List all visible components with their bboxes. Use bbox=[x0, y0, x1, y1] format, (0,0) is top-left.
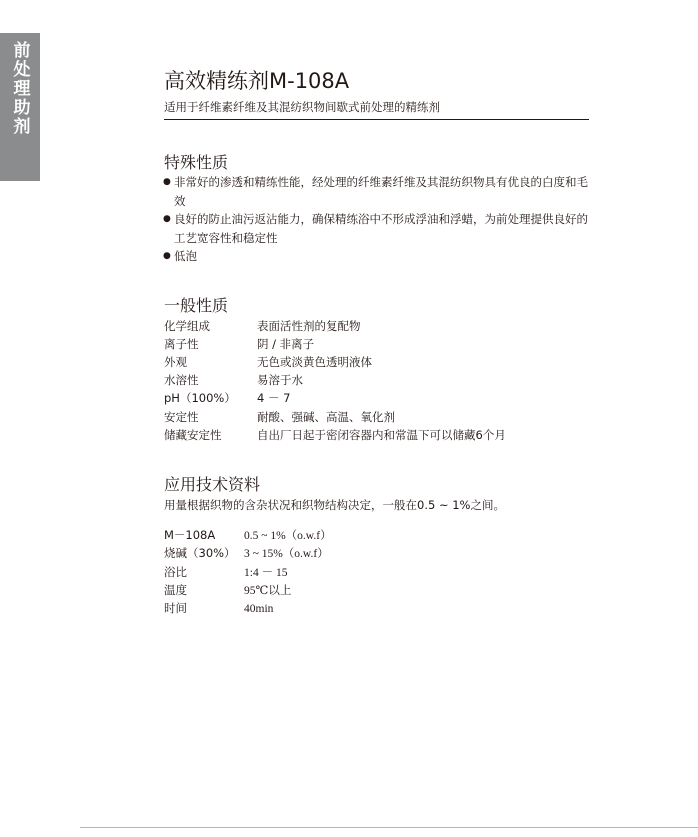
property-key: 外观 bbox=[164, 355, 187, 369]
recipe-row bbox=[164, 600, 273, 616]
list-item: ● 良好的防止油污返沾能力，确保精练浴中不形成浮油和浮蜡，为前处理提供良好的工艺宽容性和稳定性 bbox=[164, 210, 594, 247]
list-item: ● 低泡 bbox=[164, 247, 594, 266]
page-title: 高效精练剂M-108A bbox=[164, 69, 350, 93]
page-subtitle: 适用于纤维素纤维及其混纺织物间歇式前处理的精练剂 bbox=[164, 100, 440, 114]
application-intro: 用量根据织物的含杂状况和织物结构决定，一般在0.5 ~ 1%之间。 bbox=[164, 498, 505, 512]
recipe-row bbox=[164, 545, 329, 561]
general-properties-heading: 一般性质 bbox=[164, 296, 229, 315]
property-value: 易溶于水 bbox=[257, 373, 303, 387]
recipe-value: 95℃以上 bbox=[244, 585, 292, 597]
application-heading: 应用技术资料 bbox=[164, 475, 261, 494]
recipe-key: 温度 bbox=[164, 583, 187, 597]
property-key: 储藏安定性 bbox=[164, 428, 222, 442]
recipe-key: M－108A bbox=[164, 528, 216, 542]
special-properties-list bbox=[164, 173, 594, 266]
property-key: 化学组成 bbox=[164, 319, 210, 333]
recipe-row bbox=[164, 582, 291, 598]
recipe-key: 时间 bbox=[164, 601, 187, 615]
footer-divider bbox=[80, 827, 698, 828]
property-value: 4 － 7 bbox=[257, 391, 291, 405]
property-row bbox=[164, 372, 303, 388]
side-tab-label: 前处理助剂 bbox=[9, 41, 30, 136]
recipe-key: 浴比 bbox=[164, 565, 187, 579]
list-item: ● 非常好的渗透和精练性能，经处理的纤维素纤维及其混纺织物具有优良的白度和毛效 bbox=[164, 173, 594, 210]
property-value: 无色或淡黄色透明液体 bbox=[257, 355, 372, 369]
recipe-row bbox=[164, 564, 287, 580]
property-key: pH（100%） bbox=[164, 391, 236, 405]
property-key: 水溶性 bbox=[164, 373, 199, 387]
recipe-value: 40min bbox=[244, 603, 274, 615]
recipe-value: 3 ~ 15%（o.w.f） bbox=[244, 548, 329, 560]
title-divider bbox=[164, 119, 589, 120]
recipe-row bbox=[164, 527, 332, 543]
section-side-tab bbox=[0, 33, 40, 181]
recipe-value: 1:4 － 15 bbox=[244, 567, 288, 579]
property-value: 耐酸、强碱、高温、氧化剂 bbox=[257, 410, 395, 424]
property-value: 阴 / 非离子 bbox=[257, 337, 315, 351]
property-key: 安定性 bbox=[164, 410, 199, 424]
property-row bbox=[164, 318, 361, 334]
property-value: 表面活性剂的复配物 bbox=[257, 319, 361, 333]
property-row bbox=[164, 409, 395, 425]
recipe-key: 烧碱（30%） bbox=[164, 546, 236, 560]
property-key: 离子性 bbox=[164, 337, 199, 351]
property-row bbox=[164, 390, 290, 406]
property-value: 自出厂日起于密闭容器内和常温下可以储藏6个月 bbox=[257, 428, 506, 442]
property-row bbox=[164, 427, 506, 443]
property-row bbox=[164, 336, 314, 352]
special-properties-heading: 特殊性质 bbox=[164, 153, 229, 172]
property-row bbox=[164, 354, 372, 370]
recipe-value: 0.5 ~ 1%（o.w.f） bbox=[244, 530, 332, 542]
